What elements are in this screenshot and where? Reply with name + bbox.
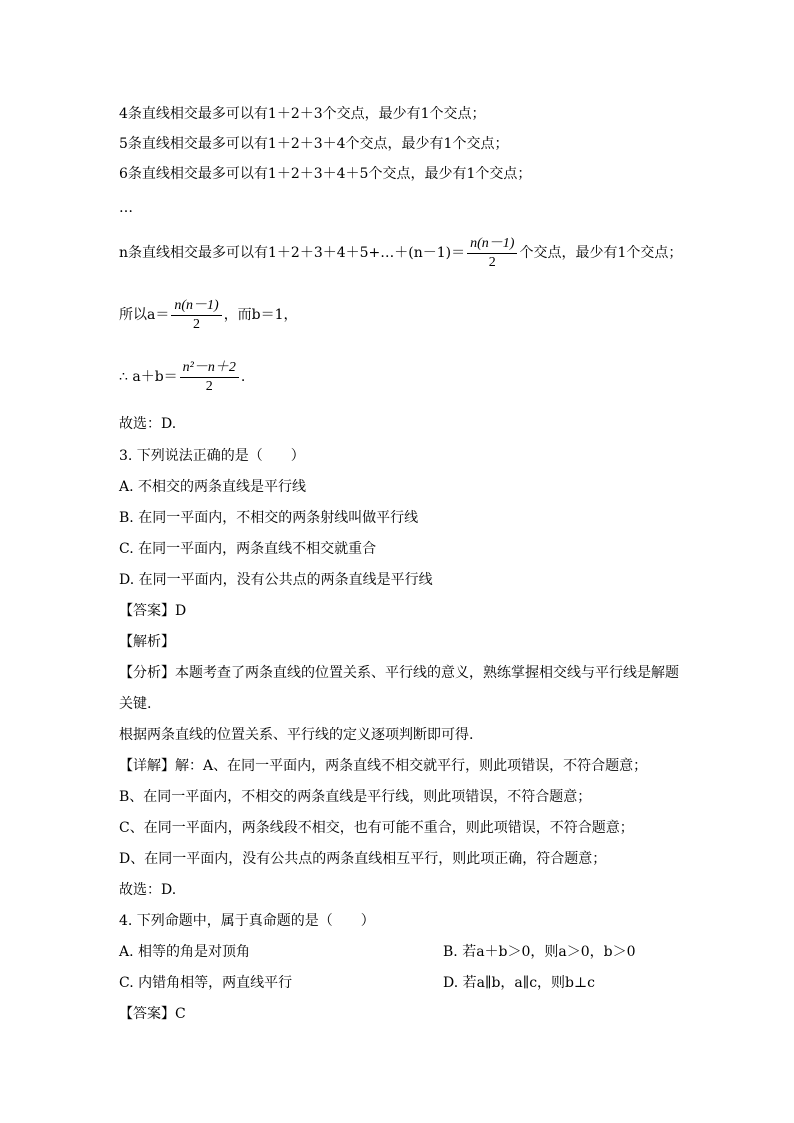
line-5-lines: 5条直线相交最多可以有1＋2＋3＋4个交点，最少有1个交点； bbox=[119, 136, 509, 152]
question-3-analysis-3: 根据两条直线的位置关系、平行线的定义逐项判断即可得. bbox=[119, 727, 474, 743]
n-lines-text: n条直线相交最多可以有1＋2＋3＋4＋5+…＋(n－1)＝ bbox=[119, 245, 466, 261]
question-3-detail-1: 【详解】解：A、在同一平面内，两条直线不相交就平行，则此项错误，不符合题意； bbox=[119, 758, 648, 774]
fraction-denominator: 2 bbox=[488, 254, 496, 270]
line-6-lines: 6条直线相交最多可以有1＋2＋3＋4＋5个交点，最少有1个交点； bbox=[119, 166, 532, 182]
line-n-lines bbox=[119, 232, 682, 274]
fraction-denominator: 2 bbox=[193, 316, 201, 332]
question-4-option-d: D. 若a∥b，a∥c，则b⊥c bbox=[443, 975, 596, 991]
question-3-analysis-2: 关键. bbox=[119, 696, 152, 712]
fraction-numerator: n²－n＋2 bbox=[182, 359, 236, 375]
question-4-answer: 【答案】C bbox=[119, 1006, 186, 1022]
line-so-a bbox=[119, 294, 298, 336]
question-3-analysis-1: 【分析】本题考查了两条直线的位置关系、平行线的意义，熟练掌握相交线与平行线是解题 bbox=[119, 665, 679, 681]
a-plus-b-suffix: . bbox=[240, 369, 246, 385]
fraction-a bbox=[171, 297, 221, 334]
fraction-a-plus-b bbox=[180, 359, 239, 396]
question-4-option-b: B. 若a＋b＞0，则a＞0，b＞0 bbox=[443, 944, 636, 960]
so-a-suffix: ，而b＝1， bbox=[223, 307, 298, 323]
question-3-detail-3: C、在同一平面内，两条线段不相交，也有可能不重合，则此项错误，不符合题意； bbox=[119, 820, 634, 836]
question-3-detail-4: D、在同一平面内，没有公共点的两条直线相互平行，则此项正确，符合题意； bbox=[119, 851, 607, 867]
question-4-option-a: A. 相等的角是对顶角 bbox=[119, 944, 251, 960]
ellipsis-line: … bbox=[119, 200, 133, 216]
question-3-option-d: D. 在同一平面内，没有公共点的两条直线是平行线 bbox=[119, 572, 433, 588]
question-4-title: 4. 下列命题中，属于真命题的是（ ） bbox=[119, 913, 375, 929]
question-4-option-c: C. 内错角相等，两直线平行 bbox=[119, 975, 293, 991]
line-4-lines: 4条直线相交最多可以有1＋2＋3个交点，最少有1个交点； bbox=[119, 106, 486, 122]
question-3-title: 3. 下列说法正确的是（ ） bbox=[119, 448, 305, 464]
question-3-answer: 【答案】D bbox=[119, 603, 187, 619]
choose-d-1: 故选：D. bbox=[119, 416, 177, 432]
question-3-detail-2: B、在同一平面内，不相交的两条直线是平行线，则此项错误，不符合题意； bbox=[119, 789, 592, 805]
so-a-text: 所以a＝ bbox=[119, 307, 170, 323]
choose-d-2: 故选：D. bbox=[119, 882, 177, 898]
question-3-option-b: B. 在同一平面内，不相交的两条射线叫做平行线 bbox=[119, 510, 419, 526]
fraction-denominator: 2 bbox=[205, 378, 213, 394]
fraction-numerator: n(n－1) bbox=[470, 235, 515, 251]
line-a-plus-b bbox=[119, 356, 245, 398]
question-3-analysis-heading: 【解析】 bbox=[119, 634, 175, 650]
fraction-numerator: n(n－1) bbox=[174, 297, 219, 313]
a-plus-b-text: ∴ a＋b＝ bbox=[119, 369, 178, 385]
question-3-option-a: A. 不相交的两条直线是平行线 bbox=[119, 479, 307, 495]
fraction-n-lines bbox=[467, 235, 517, 272]
n-lines-suffix: 个交点，最少有1个交点； bbox=[519, 245, 683, 261]
question-3-option-c: C. 在同一平面内，两条直线不相交就重合 bbox=[119, 541, 377, 557]
